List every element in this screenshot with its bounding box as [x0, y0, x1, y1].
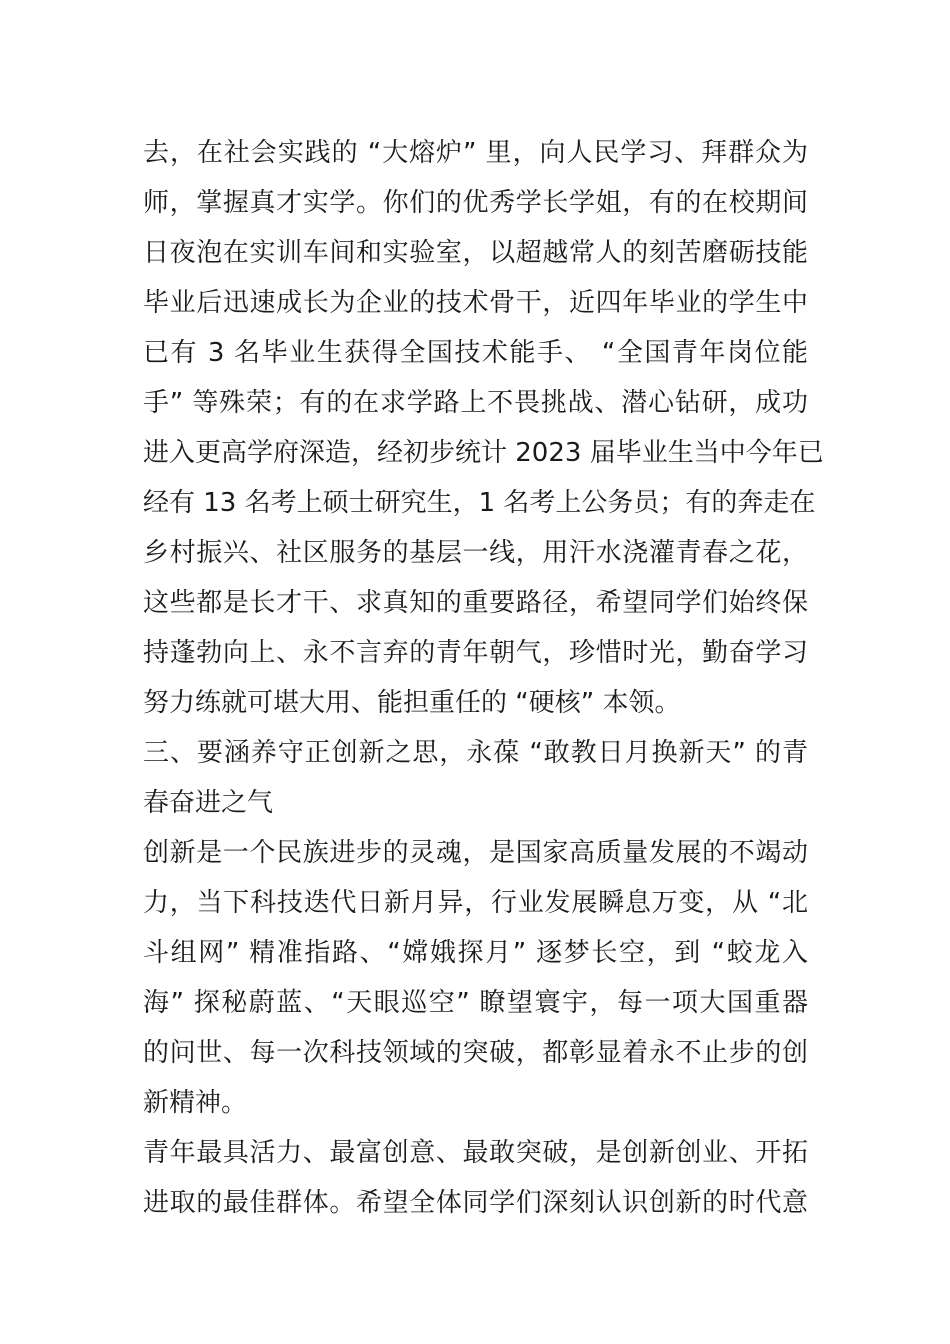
text-line: 努力练就可堪大用、能担重任的 “硬核” 本领。 [143, 688, 681, 718]
text-line: 毕业后迅速成长为企业的技术骨干，近四年毕业的学生中 [143, 288, 808, 318]
text-line: 进入更高学府深造，经初步统计 2023 届毕业生当中今年已 [143, 438, 824, 468]
text-line: 创新是一个民族进步的灵魂，是国家高质量发展的不竭动 [143, 838, 808, 868]
text-line: 新精神。 [143, 1088, 248, 1118]
text-line: 经有 13 名考上硕士研究生，1 名考上公务员；有的奔走在 [143, 488, 816, 518]
text-line: 去，在社会实践的 “大熔炉” 里，向人民学习、拜群众为 [143, 138, 808, 168]
text-line: 春奋进之气 [143, 788, 274, 818]
text-line: 三、要涵养守正创新之思，永葆 “敢教日月换新天” 的青 [143, 738, 808, 768]
text-line: 日夜泡在实训车间和实验室，以超越常人的刻苦磨砺技能 [143, 238, 808, 268]
text-line: 斗组网” 精准指路、“嫦娥探月” 逐梦长空，到 “蛟龙入 [143, 938, 808, 968]
text-line: 进取的最佳群体。希望全体同学们深刻认识创新的时代意 [143, 1188, 808, 1218]
text-line: 手” 等殊荣；有的在求学路上不畏挑战、潜心钻研，成功 [143, 388, 808, 418]
text-line: 乡村振兴、社区服务的基层一线，用汗水浇灌青春之花， [143, 538, 808, 568]
text-line: 已有 3 名毕业生获得全国技术能手、 “全国青年岗位能 [143, 338, 808, 368]
text-line: 的问世、每一次科技领域的突破，都彰显着永不止步的创 [143, 1038, 808, 1068]
text-line: 海” 探秘蔚蓝、“天眼巡空” 瞭望寰宇，每一项大国重器 [143, 988, 808, 1018]
text-line: 青年最具活力、最富创意、最敢突破，是创新创业、开拓 [143, 1138, 808, 1168]
text-line: 持蓬勃向上、永不言弃的青年朝气，珍惜时光，勤奋学习 [143, 638, 808, 668]
text-line: 力，当下科技迭代日新月异，行业发展瞬息万变，从 “北 [143, 888, 808, 918]
text-line: 这些都是长才干、求真知的重要路径，希望同学们始终保 [143, 588, 808, 618]
text-line: 师，掌握真才实学。你们的优秀学长学姐，有的在校期间 [143, 188, 808, 218]
body-text [143, 128, 824, 1228]
